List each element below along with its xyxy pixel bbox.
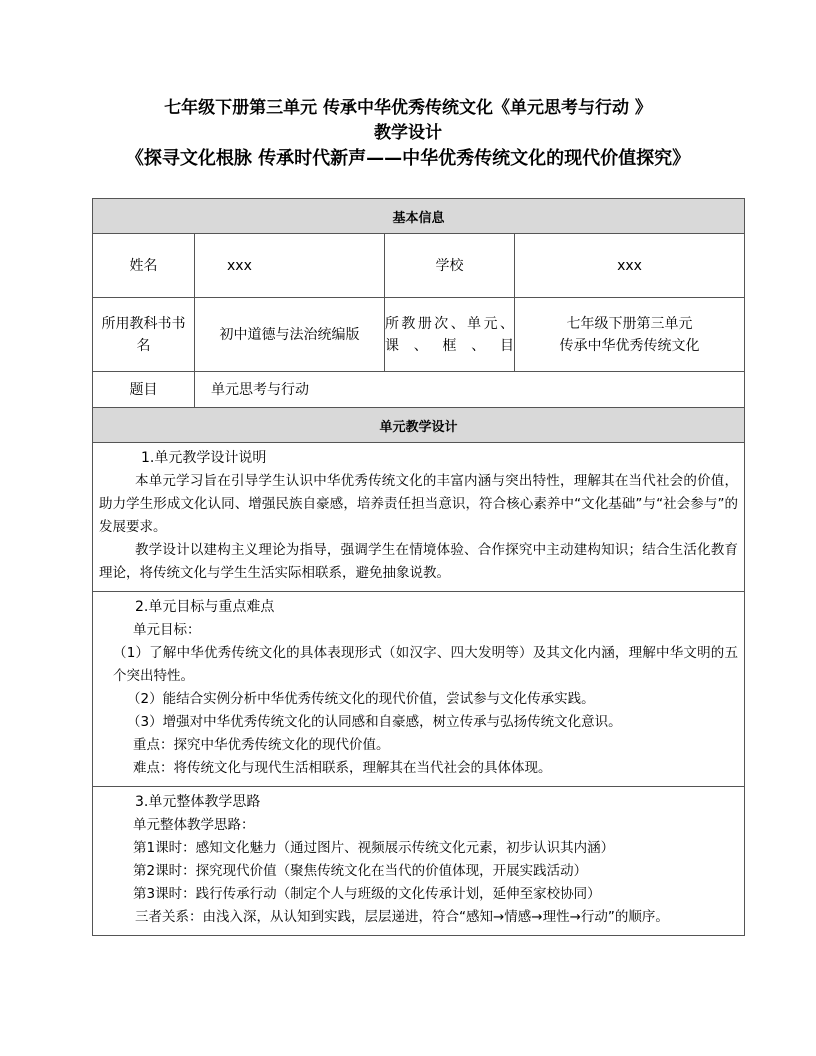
goal-1: （1）了解中华优秀传统文化的具体表现形式（如汉字、四大发明等）及其文化内涵，理解中华文明的五个突出特性。 bbox=[113, 645, 739, 684]
unit-value-line-1: 七年级下册第三单元 bbox=[566, 315, 693, 332]
lesson-design-table bbox=[92, 198, 745, 936]
name-value: xxx bbox=[195, 234, 385, 298]
school-value: xxx bbox=[515, 234, 745, 298]
section-design-explanation bbox=[93, 443, 745, 592]
name-label: 姓名 bbox=[93, 234, 195, 298]
section3-title: 3.单元整体教学思路 bbox=[135, 794, 261, 810]
section-goals bbox=[93, 592, 745, 787]
unit-label: 所教册次、单元、课、框、目 bbox=[385, 298, 515, 372]
title-line-1: 七年级下册第三单元 传承中华优秀传统文化《单元思考与行动 》 bbox=[164, 98, 652, 118]
section2-title: 2.单元目标与重点难点 bbox=[135, 599, 275, 615]
school-label: 学校 bbox=[385, 234, 515, 298]
title-line-2: 教学设计 bbox=[374, 123, 442, 143]
section1-title: 1.单元教学设计说明 bbox=[141, 450, 267, 466]
textbook-value: 初中道德与法治统编版 bbox=[195, 298, 385, 372]
section-teaching-approach bbox=[93, 787, 745, 936]
basic-info-heading: 基本信息 bbox=[93, 199, 745, 234]
section1-para2: 教学设计以建构主义理论为指导，强调学生在情境体验、合作探究中主动建构知识；结合生活化教育理论，将传统文化与学生生活实际相联系，避免抽象说教。 bbox=[99, 542, 739, 581]
title-line-3: 《探寻文化根脉 传承时代新声——中华优秀传统文化的现代价值探究》 bbox=[125, 148, 691, 169]
goal-2: （2）能结合实例分析中华优秀传统文化的现代价值，尝试参与文化传承实践。 bbox=[127, 691, 595, 707]
lesson-2: 第2课时：探究现代价值（聚焦传统文化在当代的价值体现，开展实践活动） bbox=[133, 863, 588, 879]
lesson-3: 第3课时：践行传承行动（制定个人与班级的文化传承计划，延伸至家校协同） bbox=[133, 886, 601, 902]
lessons-relation: 三者关系：由浅入深，从认知到实践，层层递进，符合“感知→情感→理性→行动”的顺序。 bbox=[135, 909, 669, 925]
section1-para1: 本单元学习旨在引导学生认识中华优秀传统文化的丰富内涵与突出特性，理解其在当代社会的价值，助力学生形成文化认同、增强民族自豪感，培养责任担当意识，符合核心素养中“文化基础”与“社会参与”的发展要求。 bbox=[99, 473, 739, 535]
key-point: 重点：探究中华优秀传统文化的现代价值。 bbox=[133, 737, 390, 753]
textbook-label: 所用教科书书名 bbox=[93, 298, 195, 372]
unit-value bbox=[515, 298, 745, 372]
topic-label: 题目 bbox=[93, 372, 195, 408]
goals-label: 单元目标： bbox=[133, 622, 201, 638]
lesson-1: 第1课时：感知文化魅力（通过图片、视频展示传统文化元素，初步认识其内涵） bbox=[133, 840, 615, 856]
difficulty: 难点：将传统文化与现代生活相联系，理解其在当代社会的具体体现。 bbox=[133, 760, 552, 776]
approach-label: 单元整体教学思路： bbox=[133, 817, 255, 833]
unit-value-line-2: 传承中华优秀传统文化 bbox=[559, 337, 700, 354]
goal-3: （3）增强对中华优秀传统文化的认同感和自豪感，树立传承与弘扬传统文化意识。 bbox=[127, 714, 622, 730]
unit-design-heading: 单元教学设计 bbox=[93, 408, 745, 443]
document-title bbox=[0, 96, 816, 171]
topic-value: 单元思考与行动 bbox=[195, 372, 745, 408]
